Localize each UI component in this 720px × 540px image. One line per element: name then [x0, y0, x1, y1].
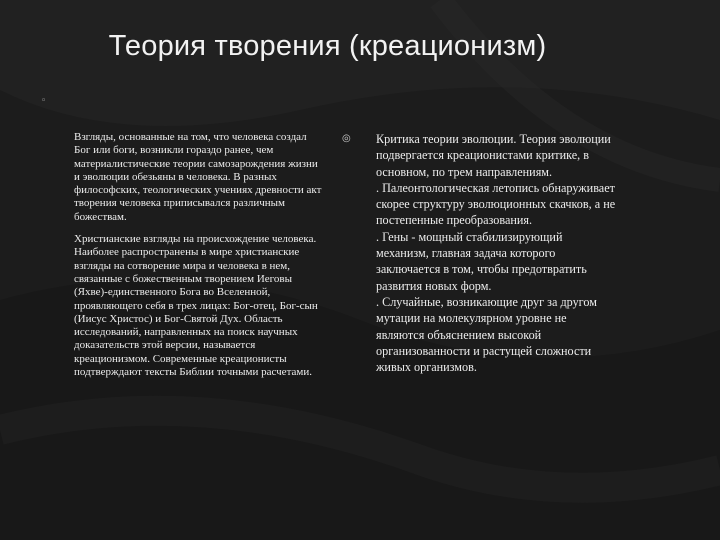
right-line-2: . Палеонтологическая летопись обнаруживает скорее структуру эволюционных скачков, а не постепенные преобразования. — [376, 180, 616, 228]
right-line-3: . Гены - мощный стабилизирующий механизм, главная задача которого заключается в том, чтобы предотвратить развития новых форм. — [376, 229, 587, 293]
small-bullet-icon: ◦ — [41, 96, 47, 106]
target-bullet-icon: ◎ — [342, 133, 351, 144]
left-paragraph-2: Христианские взгляды на происхождение человека. Наиболее распространены в мире христианские взгляды на сотворение мира и человека в нем, связанные с божественным творением Иеговы (Яхве)-единственного Бога во Вселенной, проявляющего себя в трех лицах: Бог-отец, Бог-сын (Иисус Христос) и Бог-Святой Дух. Область исследований, направленных на поиск научных доказательств этой версии, называется креационизмом. Современные креационисты подтверждают тексты Библии точными расчетами. — [74, 233, 318, 379]
right-text-column — [376, 131, 616, 375]
slide-title: Теория творения (креационизм) — [108, 30, 547, 62]
left-text-column — [74, 131, 324, 388]
right-line-1: Критика теории эволюции. Теория эволюции подвергается креационистами критике, в основном, по трем направлениям. — [376, 132, 611, 179]
right-line-4: . Случайные, возникающие друг за другом мутации на молекулярном уровне не являются объяснением высокой организованности и растущей сложности живых организмов. — [376, 294, 597, 375]
left-paragraph-1: Взгляды, основанные на том, что человека создал Бог или боги, возникли гораздо ранее, чем материалистические теории самозарождения жизни и эволюции обезьяны в человека. В разных философских, теологических учениях древности акт творения человека приписывался различным божествам. — [74, 131, 322, 223]
